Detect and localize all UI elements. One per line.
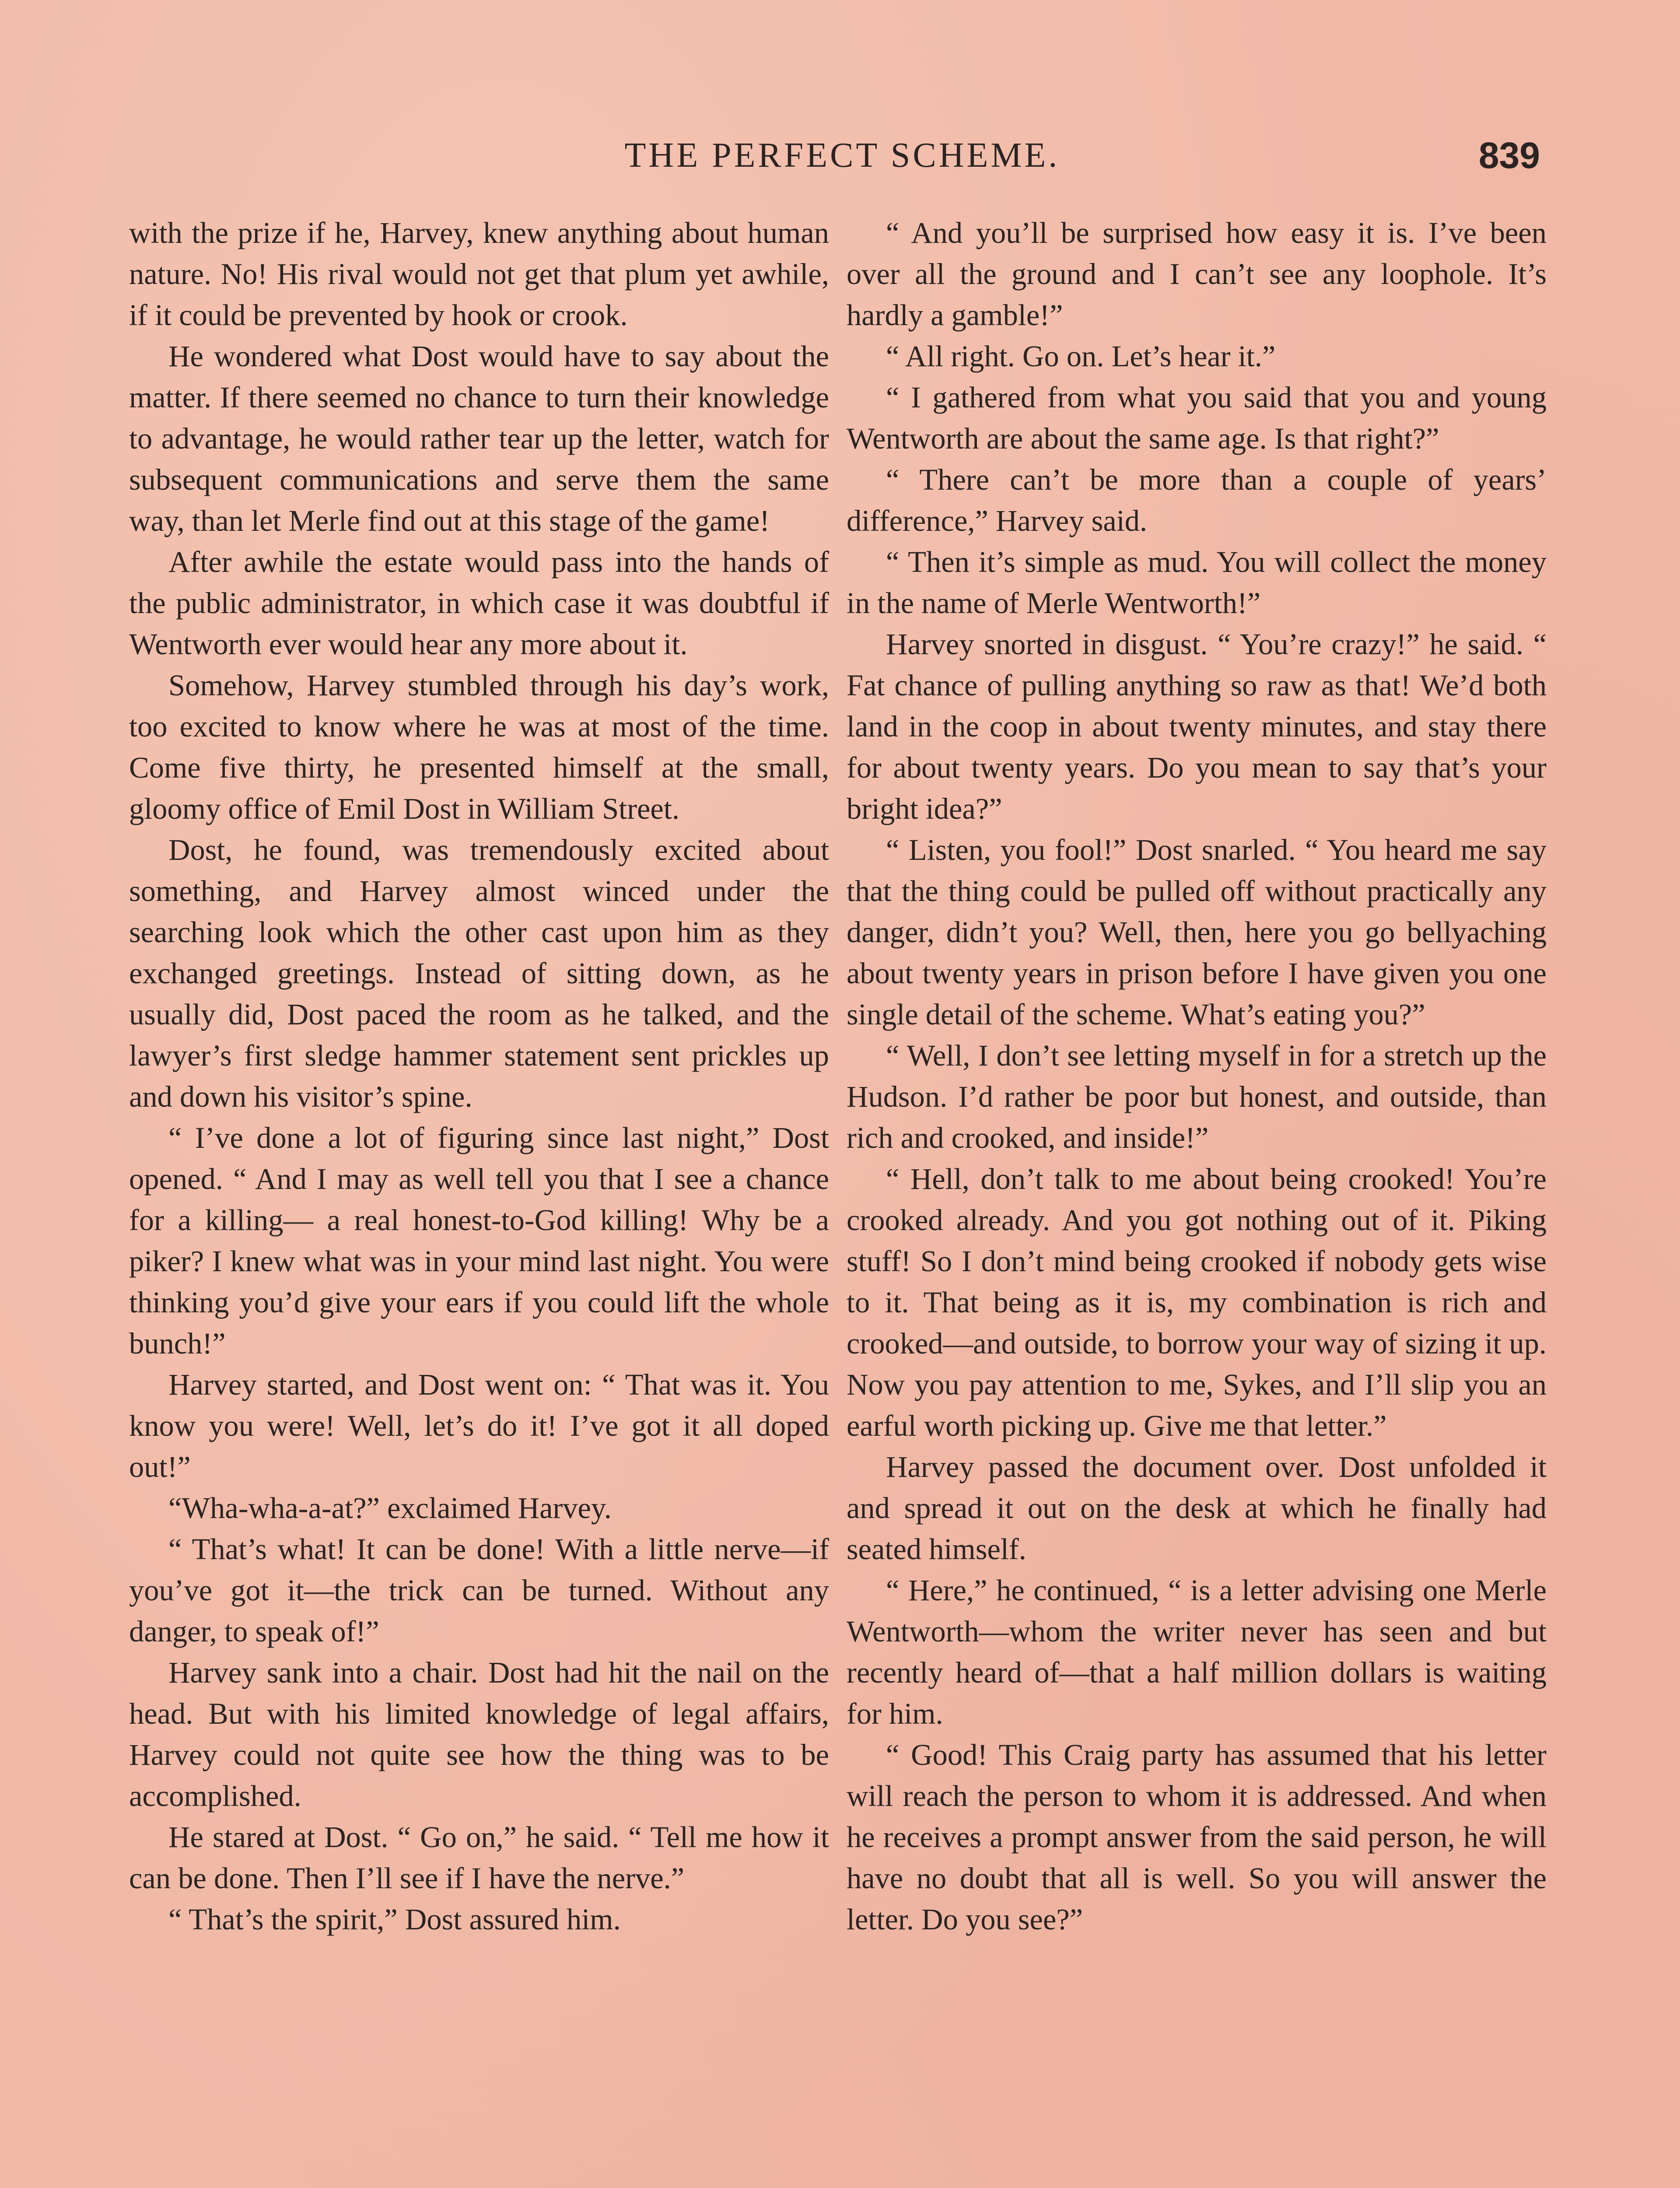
paragraph: “ Here,” he continued, “ is a letter advising one Merle Wentworth—whom the writer never has seen and but recently heard of—that a half million dollars is waiting for him. bbox=[847, 1574, 1547, 1730]
paragraph: He wondered what Dost would have to say about the matter. If there seemed no chance to turn their knowledge to advantage, he would rather tear up the letter, watch for subsequent communications and serve them the same way, than let Merle find out at this stage of the game! bbox=[129, 340, 829, 537]
running-title: THE PERFECT SCHEME. bbox=[624, 136, 1060, 175]
paragraph: Harvey sank into a chair. Dost had hit the nail on the head. But with his limited knowledge of legal affairs, Harvey could not quite see how the thing was to be accomplished. bbox=[129, 1656, 829, 1813]
paragraph: “ Then it’s simple as mud. You will collect the money in the name of Merle Wentworth!” bbox=[847, 545, 1547, 620]
paragraph: “ Hell, don’t talk to me about being crooked! You’re crooked already. And you got nothing out of it. Piking stuff! So I don’t mind being crooked if nobody gets wise to it. That being as it is, my combination is rich and crooked—and outside, to borrow your way of sizing it up. Now you pay attention to me, Sykes, and I’ll slip you an earful worth picking up. Give me that letter.” bbox=[847, 1162, 1547, 1442]
paragraph: “ And you’ll be surprised how easy it is. I’ve been over all the ground and I can’t see any loophole. It’s hardly a gamble!” bbox=[847, 216, 1547, 332]
paragraph: “ There can’t be more than a couple of years’ difference,” Harvey said. bbox=[847, 463, 1547, 537]
paragraph: “ I’ve done a lot of figuring since last night,” Dost opened. “ And I may as well tell you that I see a chance for a killing— a real honest-to-God killing! Why be a piker? I knew what was in your mind last night. You were thinking you’d give your ears if you could lift the whole bunch!” bbox=[129, 1121, 829, 1360]
paragraph: “ Listen, you fool!” Dost snarled. “ You heard me say that the thing could be pulled off without practically any danger, didn’t you? Well, then, here you go bellyaching about twenty years in prison before I have given you one single detail of the scheme. What’s eating you?” bbox=[847, 833, 1547, 1031]
paragraph: “ That’s the spirit,” Dost assured him. bbox=[168, 1903, 621, 1936]
paragraph: Harvey snorted in disgust. “ You’re crazy!” he said. “ Fat chance of pulling anything so raw as that! We’d both land in the coop in about twenty minutes, and stay there for about twenty years. Do you mean to say that’s your bright idea?” bbox=[847, 628, 1547, 825]
paragraph: “ Good! This Craig party has assumed that his letter will reach the person to whom it is addressed. And when he receives a prompt answer from the said person, he will have no doubt that all is well. So you will answer the letter. Do you see?” bbox=[847, 1738, 1547, 1936]
left-text-column bbox=[129, 212, 829, 1940]
paragraph: with the prize if he, Harvey, knew anything about human nature. No! His rival would not get that plum yet awhile, if it could be prevented by hook or crook. bbox=[129, 216, 829, 332]
right-text-column bbox=[847, 212, 1547, 1940]
paragraph: Harvey started, and Dost went on: “ That was it. You know you were! Well, let’s do it! I’ve got it all doped out!” bbox=[129, 1368, 829, 1483]
paragraph: “ Well, I don’t see letting myself in for a stretch up the Hudson. I’d rather be poor but honest, and outside, than rich and crooked, and inside!” bbox=[847, 1039, 1547, 1154]
paragraph: “ I gathered from what you said that you and young Wentworth are about the same age. Is that right?” bbox=[847, 381, 1547, 455]
paragraph: Somehow, Harvey stumbled through his day’s work, too excited to know where he was at most of the time. Come five thirty, he presented himself at the small, gloomy office of Emil Dost in William Street. bbox=[129, 669, 829, 825]
paragraph: Dost, he found, was tremendously excited about something, and Harvey almost winced under the searching look which the other cast upon him as they exchanged greetings. Instead of sitting down, as he usually did, Dost paced the room as he talked, and the lawyer’s first sledge hammer statement sent prickles up and down his visitor’s spine. bbox=[129, 833, 829, 1113]
page-number: 839 bbox=[1478, 135, 1540, 176]
paragraph: Harvey passed the document over. Dost unfolded it and spread it out on the desk at which he finally had seated himself. bbox=[847, 1450, 1547, 1566]
page-header bbox=[127, 131, 1558, 179]
paragraph: “ That’s what! It can be done! With a little nerve—if you’ve got it—the trick can be turned. Without any danger, to speak of!” bbox=[129, 1532, 829, 1648]
paragraph: “ All right. Go on. Let’s hear it.” bbox=[886, 340, 1276, 373]
paragraph: He stared at Dost. “ Go on,” he said. “ Tell me how it can be done. Then I’ll see if I have the nerve.” bbox=[129, 1820, 829, 1895]
paragraph: “Wha-wha-a-at?” exclaimed Harvey. bbox=[168, 1491, 612, 1525]
paragraph: After awhile the estate would pass into the hands of the public administrator, in which case it was doubtful if Wentworth ever would hear any more about it. bbox=[129, 545, 829, 661]
